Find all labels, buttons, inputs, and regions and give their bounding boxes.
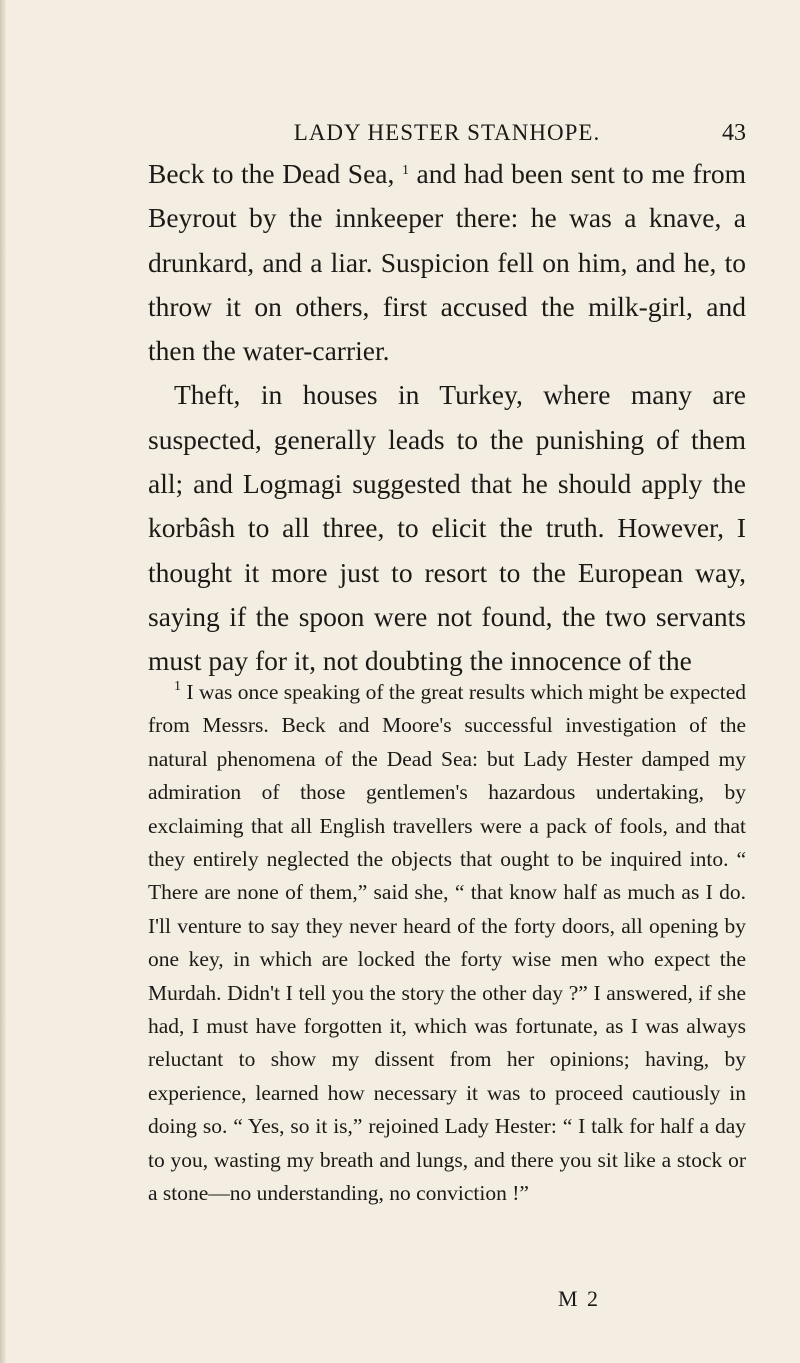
page-edge-shadow [0, 0, 6, 1363]
paragraph-1-start: Beck to the Dead Sea, [148, 158, 402, 189]
paragraph-1-rest: and had been sent to me from Beyrout by the innkeeper there: he was a knave, a drunkard, and a liar. Suspicion fell on him, and he, to throw it on others, first accused the milk-girl, and then the water-carrier. [148, 158, 746, 367]
footnote-paragraph [148, 676, 746, 1211]
paragraph-2: Theft, in houses in Turkey, where many are suspected, generally leads to the punishing of them all; and Logmagi suggested that he should apply the korbâsh to all three, to elicit the truth. However, I thought it more just to resort to the European way, saying if the spoon were not found, the two servants must pay for it, not doubting the innocence of the [148, 379, 746, 677]
running-title: LADY HESTER STANHOPE. [293, 120, 601, 145]
running-head [148, 120, 746, 150]
signature-mark: M 2 [558, 1286, 601, 1311]
paragraph-1 [148, 152, 746, 373]
page-number: 43 [722, 120, 746, 146]
footnote-mark: 1 [174, 679, 181, 694]
main-text [148, 152, 746, 684]
footnote-text: I was once speaking of the great results which might be expected from Messrs. Beck and Moore's successful investigation of the natural phenomena of the Dead Sea: but Lady Hester damped my admiration of those gentlemen's hazardous undertaking, by exclaiming that all English travellers were a pack of fools, and that they entirely neglected the objects that ought to be inquired into. “ There are none of them,” said she, “ that know half as much as I do. I'll venture to say they never heard of the forty doors, all opening by one key, in which are locked the forty wise men who expect the Murdah. Didn't I tell you the story the other day ?” I answered, if she had, I must have forgotten it, which was fortunate, as I was always reluctant to show my dissent from her opinions; having, by experience, learned how necessary it was to proceed cautiously in doing so. “ Yes, so it is,” rejoined Lady Hester: “ I talk for half a day to you, wasting my breath and lungs, and there you sit like a stock or a stone—no understanding, no conviction !” [148, 680, 746, 1206]
footnote-reference: 1 [401, 163, 409, 178]
footnote [148, 676, 746, 1211]
